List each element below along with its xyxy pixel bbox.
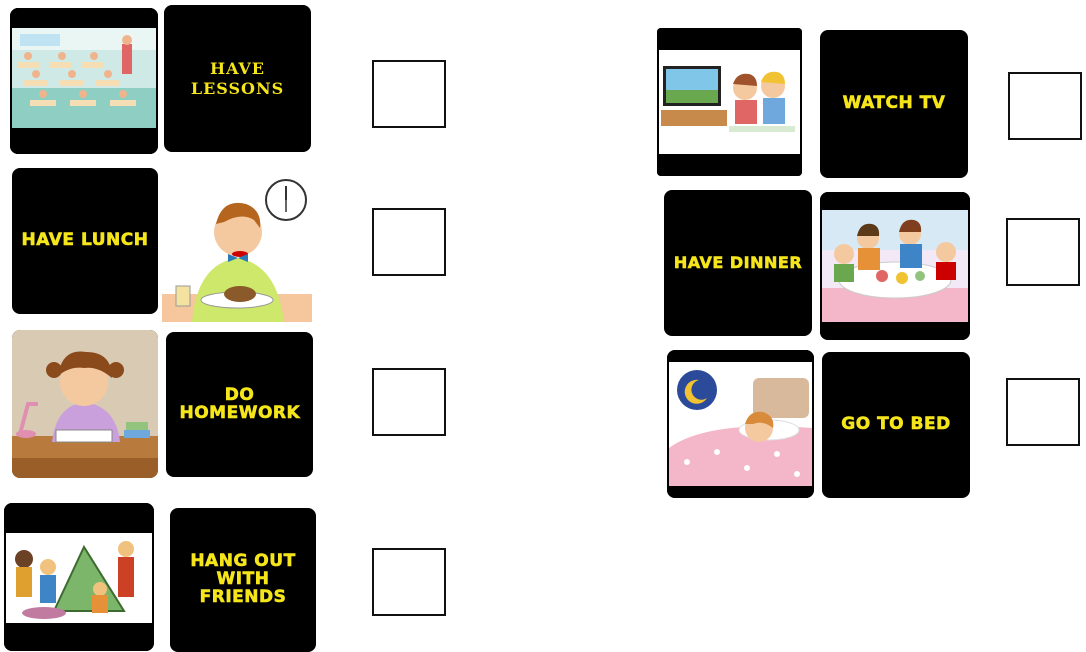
activity-text: HAVE LESSONS [190,58,285,98]
answer-box-5[interactable] [1008,72,1082,140]
friends-hanging-out-image [4,503,154,651]
activity-label-hang-out-with-friends [170,508,316,652]
activity-text: DO HOMEWORK [179,384,301,423]
kids-watching-tv-image [657,28,802,176]
activity-label-watch-tv [820,30,968,178]
family-dinner-image [820,192,970,340]
activity-text: HAVE LUNCH [21,230,149,251]
activity-label-go-to-bed [822,352,970,498]
activity-text: WATCH TV [842,93,946,114]
classroom-image [10,8,158,154]
activity-label-have-lessons [164,5,311,152]
girl-doing-homework-image [12,330,158,478]
activity-text: HAVE DINNER [673,252,803,272]
activity-label-do-homework [166,332,313,477]
activity-label-have-dinner [664,190,812,336]
answer-box-4[interactable] [372,548,446,616]
answer-box-6[interactable] [1006,218,1080,286]
answer-box-3[interactable] [372,368,446,436]
answer-box-1[interactable] [372,60,446,128]
activity-text: HANG OUT WITH FRIENDS [190,551,296,607]
answer-box-7[interactable] [1006,378,1080,446]
activity-text: GO TO BED [841,414,951,435]
answer-box-2[interactable] [372,208,446,276]
girl-sleeping-image [667,350,814,498]
activity-label-have-lunch [12,168,158,314]
boy-eating-lunch-image [162,176,312,322]
